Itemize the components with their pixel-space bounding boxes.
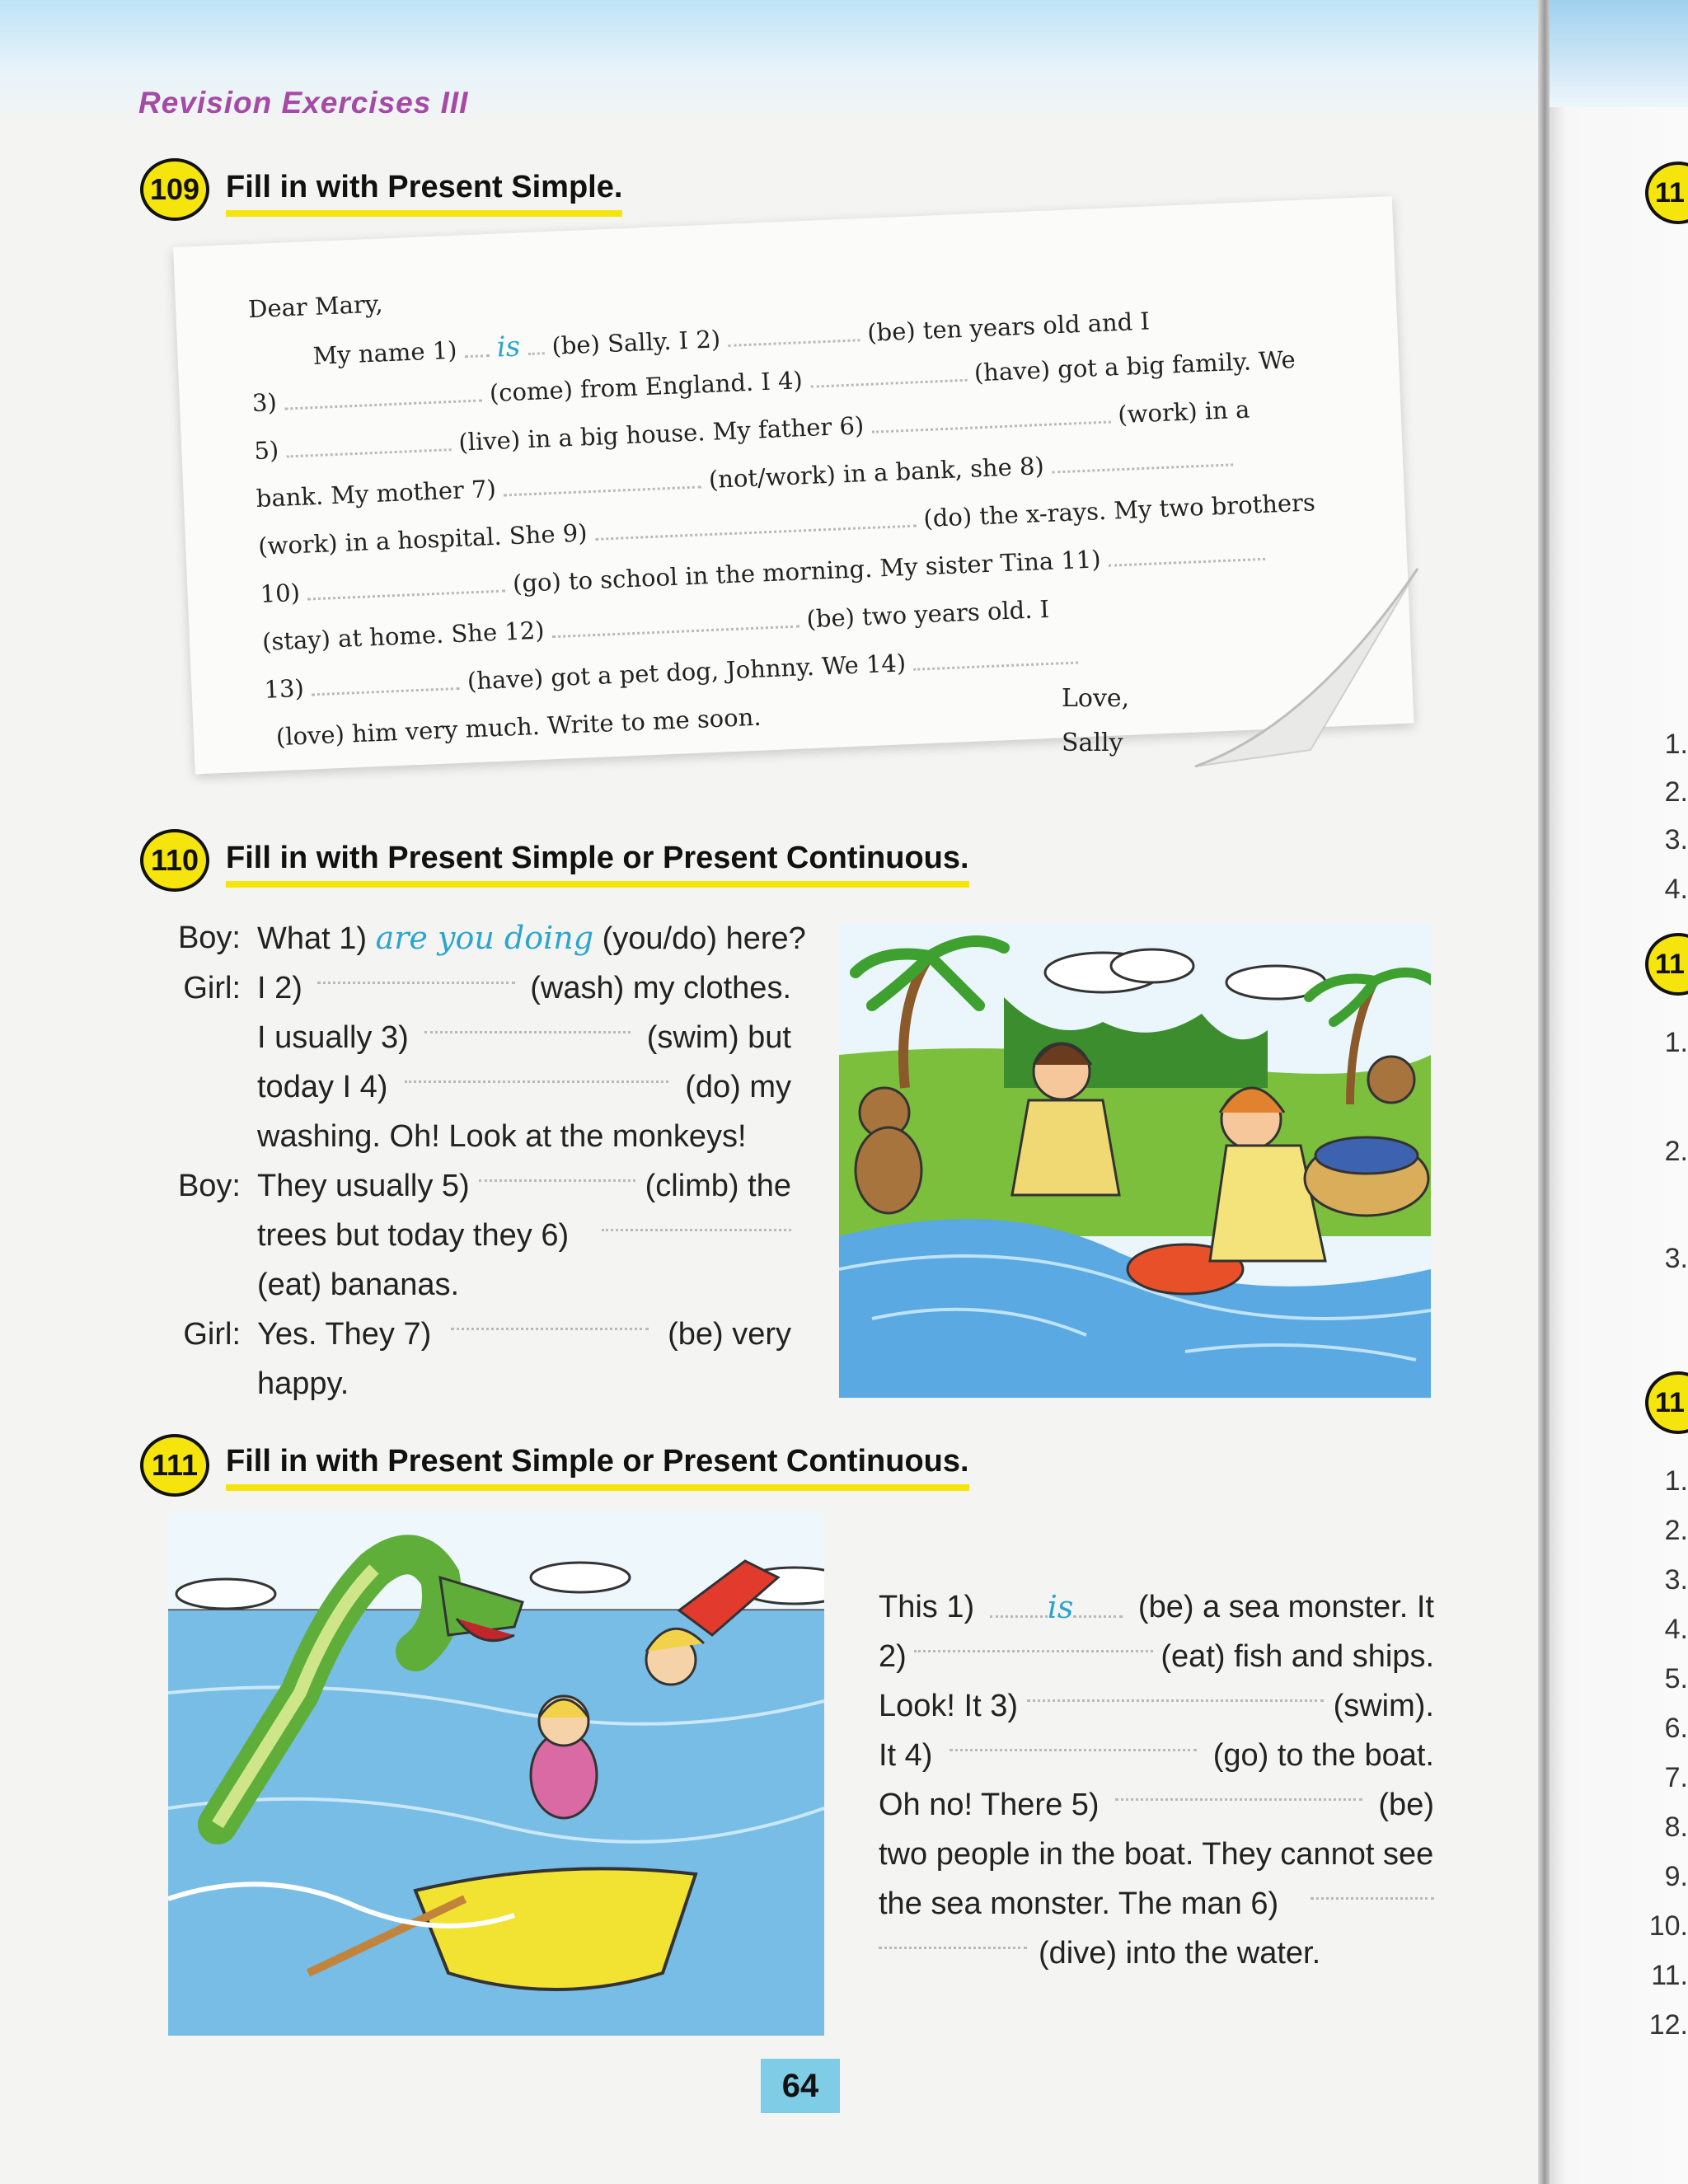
- dialogue: [165, 913, 806, 1408]
- letter-line: [261, 595, 1049, 656]
- exercise-111-text: [879, 1582, 1434, 1978]
- letter-text: (stay) at home. She 12): [261, 616, 546, 656]
- letter-text: 5): [253, 435, 279, 466]
- blank: [1051, 445, 1233, 473]
- list-number: 3.: [1664, 824, 1688, 855]
- list-number: 2.: [1664, 1515, 1688, 1546]
- exercise-number-badge: 11: [1645, 933, 1688, 996]
- exercise-number-badge: 109: [140, 158, 209, 221]
- exercise-title: Fill in with Present Simple.: [226, 170, 622, 217]
- blank: [528, 334, 545, 355]
- blank: [284, 381, 482, 410]
- letter-line: [264, 641, 1079, 703]
- exercise-text: two people in the boat. They cannot see: [879, 1837, 1434, 1872]
- exercise-text: (be) a sea monster. It: [1137, 1590, 1434, 1624]
- letter-line: [275, 703, 762, 752]
- blank: [913, 643, 1079, 670]
- list-number: 5.: [1664, 1663, 1688, 1694]
- dialogue-text: I 2): [257, 971, 302, 1005]
- blank: [464, 336, 490, 358]
- dialogue-text: (you/do) here?: [602, 921, 806, 956]
- dialogue-row: [165, 1211, 791, 1260]
- letter-text: (have) got a pet dog, Johnny. We 14): [467, 649, 907, 696]
- dialogue-text: What 1): [257, 921, 368, 956]
- exercise-text: 2): [879, 1639, 907, 1674]
- dialogue-text: (climb) the: [645, 1169, 791, 1203]
- blank: [1115, 1780, 1362, 1801]
- dialogue-text: I usually 3): [257, 1020, 409, 1055]
- list-number: 9.: [1664, 1861, 1688, 1892]
- dialogue-row: [165, 1062, 791, 1112]
- list-number: 10.: [1648, 1910, 1688, 1942]
- dialogue-text: They usually 5): [257, 1169, 470, 1203]
- exercise-text: (dive) into the water.: [1039, 1936, 1321, 1971]
- text-row: [879, 1582, 1434, 1632]
- list-number: 1.: [1664, 1027, 1688, 1058]
- dialogue-row: [165, 1359, 791, 1408]
- list-number: 2.: [1664, 776, 1688, 808]
- exercise-text: Oh no! There 5): [879, 1788, 1100, 1822]
- blank: [307, 571, 505, 600]
- text-row: [879, 1929, 1434, 1978]
- blank: [809, 361, 967, 388]
- blank: [317, 963, 515, 984]
- list-number: 3.: [1664, 1243, 1688, 1274]
- blank: [1027, 1681, 1324, 1702]
- letter-text: My name 1): [312, 335, 458, 370]
- list-number: 12.: [1648, 2009, 1688, 2041]
- blank: [405, 1062, 668, 1083]
- right-page: [1550, 0, 1688, 2184]
- list-number: 4.: [1664, 1614, 1688, 1645]
- answer-1: is: [1047, 1589, 1074, 1625]
- blank: [871, 403, 1111, 434]
- letter-text: (love) him very much. Write to me soon.: [275, 702, 762, 752]
- list-number: 3.: [1664, 1564, 1688, 1596]
- letter-text: (be) two years old. I: [805, 594, 1050, 634]
- list-number: 1.: [1664, 1465, 1688, 1497]
- dialogue-text: today I 4): [257, 1070, 388, 1104]
- blank: [503, 467, 701, 496]
- exercise-text: (be): [1378, 1788, 1434, 1822]
- letter-text: (be) Sally. I 2): [551, 325, 721, 360]
- list-number: 11.: [1651, 1960, 1688, 1991]
- letter-signature: Sally: [1062, 729, 1123, 757]
- blank: [286, 430, 452, 457]
- blank: [1311, 1879, 1434, 1900]
- speaker-label: Girl:: [183, 971, 241, 1005]
- dialogue-row: [165, 1161, 791, 1211]
- blank: [451, 1310, 649, 1330]
- right-page-header-band: [1550, 0, 1688, 107]
- blank: [728, 321, 860, 347]
- letter-text: (go) to school in the morning. My sister Tina 11): [512, 545, 1102, 598]
- blank: [594, 507, 917, 541]
- exercise-title: Fill in with Present Simple or Present Continuous.: [226, 1444, 969, 1491]
- illustration-river-washing: [839, 923, 1431, 1398]
- exercise-number-badge: 11: [1645, 1371, 1688, 1434]
- dialogue-row: [165, 1310, 791, 1359]
- answer-1: is: [495, 330, 521, 364]
- page-number: 64: [761, 2059, 840, 2113]
- text-row: [879, 1731, 1434, 1780]
- list-number: 7.: [1664, 1762, 1688, 1793]
- dialogue-text: (eat) bananas.: [257, 1268, 460, 1302]
- exercise-text: (swim).: [1333, 1689, 1434, 1723]
- exercise-text: Look! It 3): [879, 1689, 1018, 1723]
- letter-text: (have) got a big family. We: [973, 345, 1296, 387]
- blank: [990, 1597, 1048, 1618]
- dialogue-row: [165, 1112, 791, 1161]
- text-row: [879, 1830, 1434, 1879]
- list-number: 2.: [1664, 1136, 1688, 1167]
- letter-text: (come) from England. I 4): [489, 366, 804, 408]
- blank: [602, 1211, 791, 1231]
- section-title: Revision Exercises III: [138, 86, 469, 120]
- dialogue-text: (wash) my clothes.: [530, 971, 791, 1005]
- exercise-text: the sea monster. The man 6): [879, 1886, 1279, 1921]
- blank: [879, 1929, 1027, 1949]
- dialogue-row: [165, 963, 791, 1013]
- dialogue-text: (swim) but: [646, 1020, 791, 1055]
- letter-text: bank. My mother 7): [256, 474, 497, 513]
- exercise-number-badge: 110: [140, 829, 209, 892]
- dialogue-text: washing. Oh! Look at the monkeys!: [257, 1119, 747, 1154]
- text-row: [879, 1632, 1434, 1681]
- speaker-label: Girl:: [183, 1317, 241, 1352]
- blank: [424, 1013, 631, 1033]
- illustration-sea-monster: [168, 1511, 824, 2036]
- letter-text: (be) ten years old and I: [866, 307, 1151, 347]
- letter-text: (do) the x-rays. My two brothers: [922, 488, 1316, 533]
- text-row: [879, 1879, 1434, 1929]
- exercise-text: It 4): [879, 1738, 933, 1773]
- blank: [479, 1161, 635, 1182]
- dialogue-row: [165, 1260, 791, 1310]
- letter-closing: Love,: [1062, 684, 1130, 713]
- list-number: 6.: [1664, 1713, 1688, 1744]
- list-number: 4.: [1664, 874, 1688, 905]
- text-row: [879, 1780, 1434, 1830]
- answer-1: are you doing: [375, 920, 594, 956]
- text-row: [879, 1681, 1434, 1731]
- dialogue-row: [165, 1013, 791, 1062]
- page-curl-graphic: [1187, 560, 1434, 775]
- dialogue-text: (be) very: [668, 1317, 791, 1352]
- letter-greeting: Dear Mary,: [247, 289, 384, 324]
- exercise-number-badge: 111: [140, 1434, 209, 1497]
- dialogue-row: [165, 913, 806, 963]
- exercise-text: This 1): [879, 1590, 975, 1624]
- blank: [551, 607, 799, 639]
- letter-text: 3): [251, 387, 278, 418]
- exercise-text: (go) to the boat.: [1212, 1738, 1434, 1773]
- exercise-number-badge: 11: [1645, 162, 1688, 224]
- speaker-label: Boy:: [177, 1169, 241, 1203]
- blank: [950, 1731, 1197, 1751]
- letter-text: (work) in a hospital. She 9): [257, 518, 588, 560]
- dialogue-text: trees but today they 6): [257, 1218, 570, 1253]
- blank: [1073, 1597, 1123, 1618]
- exercise-title: Fill in with Present Simple or Present Continuous.: [226, 841, 969, 888]
- letter-text: (live) in a big house. My father 6): [457, 411, 865, 457]
- blank: [311, 669, 460, 696]
- blank: [914, 1632, 1153, 1652]
- letter-text: (work) in a: [1117, 395, 1250, 429]
- letter-text: (not/work) in a bank, she 8): [708, 451, 1045, 494]
- exercise-text: (eat) fish and ships.: [1160, 1639, 1434, 1674]
- speaker-label: Boy:: [177, 921, 241, 955]
- dialogue-text: (do) my: [685, 1070, 791, 1104]
- list-number: 1.: [1664, 729, 1688, 760]
- list-number: 8.: [1664, 1811, 1688, 1843]
- dialogue-text: happy.: [257, 1366, 349, 1401]
- dialogue-text: Yes. They 7): [257, 1317, 432, 1352]
- letter-text: 10): [260, 578, 301, 608]
- letter-text: 13): [263, 673, 305, 704]
